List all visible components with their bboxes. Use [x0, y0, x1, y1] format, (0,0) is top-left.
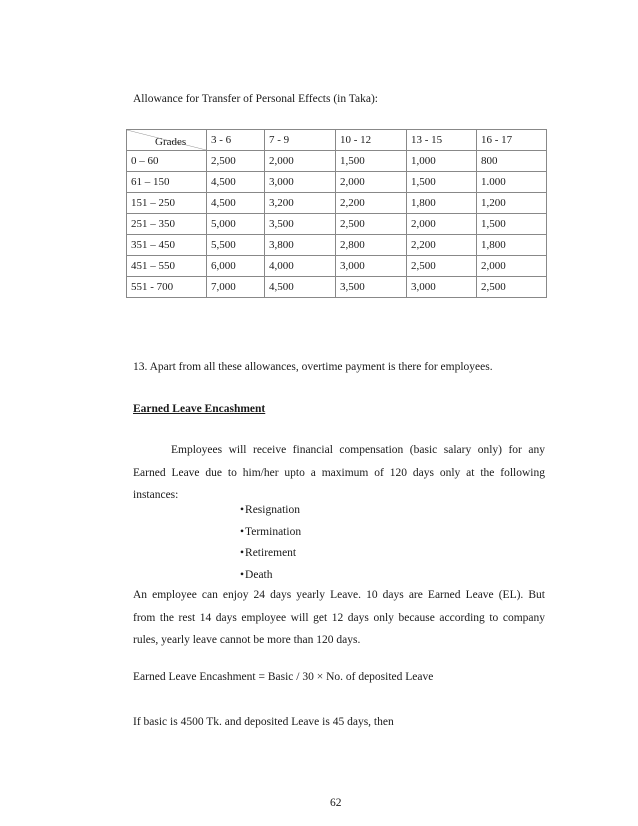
list-item	[240, 522, 301, 544]
amount-cell: 3,000	[265, 172, 336, 193]
distance-cell: 451 – 550	[127, 256, 207, 277]
amount-cell: 5,000	[207, 214, 265, 235]
amount-cell: 4,500	[207, 172, 265, 193]
table-row	[127, 151, 547, 172]
list-item	[240, 500, 301, 522]
encashment-paragraph	[133, 439, 545, 507]
amount-cell: 2,500	[207, 151, 265, 172]
amount-cell: 1,200	[477, 193, 547, 214]
table-row	[127, 235, 547, 256]
distance-cell: 351 – 450	[127, 235, 207, 256]
distance-cell: 151 – 250	[127, 193, 207, 214]
amount-cell: 2,000	[407, 214, 477, 235]
grade-header: 3 - 6	[207, 130, 265, 151]
leave-paragraph	[133, 584, 545, 652]
grade-header: 7 - 9	[265, 130, 336, 151]
table-row	[127, 256, 547, 277]
amount-cell: 2,500	[407, 256, 477, 277]
grade-header: 16 - 17	[477, 130, 547, 151]
allowance-table	[126, 129, 547, 298]
amount-cell: 1,500	[407, 172, 477, 193]
amount-cell: 2,500	[336, 214, 407, 235]
amount-cell: 3,500	[336, 277, 407, 298]
amount-cell: 1,800	[477, 235, 547, 256]
distance-cell: 0 – 60	[127, 151, 207, 172]
encashment-formula: Earned Leave Encashment = Basic / 30 × No. of deposited Leave	[133, 671, 434, 683]
amount-cell: 1,000	[407, 151, 477, 172]
amount-cell: 3,000	[407, 277, 477, 298]
amount-cell: 4,000	[265, 256, 336, 277]
distance-cell: 61 – 150	[127, 172, 207, 193]
amount-cell: 2,000	[477, 256, 547, 277]
item-13-text: 13. Apart from all these allowances, overtime payment is there for employees.	[133, 361, 493, 373]
amount-cell: 2,500	[477, 277, 547, 298]
amount-cell: 3,500	[265, 214, 336, 235]
list-item	[240, 565, 301, 587]
paragraph-line: instances:	[133, 489, 179, 501]
list-item-label: Death	[245, 568, 273, 581]
amount-cell: 800	[477, 151, 547, 172]
grade-header: 13 - 15	[407, 130, 477, 151]
distance-cell: 251 – 350	[127, 214, 207, 235]
amount-cell: 4,500	[207, 193, 265, 214]
amount-cell: 2,800	[336, 235, 407, 256]
list-item-label: Retirement	[245, 547, 297, 559]
amount-cell: 3,800	[265, 235, 336, 256]
instances-list	[240, 500, 301, 586]
list-item-label: Termination	[245, 525, 302, 538]
table-row	[127, 214, 547, 235]
paragraph-line: rules, yearly leave cannot be more than 120 days.	[133, 634, 361, 646]
section-title: Earned Leave Encashment	[133, 403, 266, 415]
amount-cell: 7,000	[207, 277, 265, 298]
amount-cell: 1.000	[477, 172, 547, 193]
amount-cell: 1,500	[477, 214, 547, 235]
bullet-icon: •	[240, 504, 245, 516]
amount-cell: 6,000	[207, 256, 265, 277]
bullet-icon: •	[240, 547, 245, 559]
amount-cell: 1,500	[336, 151, 407, 172]
table-header-row	[127, 130, 547, 151]
table-heading: Allowance for Transfer of Personal Effects (in Taka):	[133, 93, 378, 105]
list-item-label: Resignation	[245, 504, 300, 516]
grade-header: 10 - 12	[336, 130, 407, 151]
table-row	[127, 277, 547, 298]
amount-cell: 3,000	[336, 256, 407, 277]
amount-cell: 2,000	[265, 151, 336, 172]
amount-cell: 1,800	[407, 193, 477, 214]
page-number: 62	[330, 797, 342, 809]
corner-grades-label: Grades	[155, 136, 187, 148]
amount-cell: 3,200	[265, 193, 336, 214]
paragraph-line: Employees will receive financial compensation (basic salary only) for any	[171, 444, 545, 456]
table-row	[127, 172, 547, 193]
paragraph-line: An employee can enjoy 24 days yearly Leave. 10 days are Earned Leave (EL). But	[133, 589, 545, 601]
amount-cell: 4,500	[265, 277, 336, 298]
paragraph-line: Earned Leave due to him/her upto a maximum of 120 days only at the following	[133, 466, 545, 479]
example-text: If basic is 4500 Tk. and deposited Leave is 45 days, then	[133, 716, 394, 728]
list-item	[240, 543, 301, 565]
table-row	[127, 193, 547, 214]
amount-cell: 2,000	[336, 172, 407, 193]
amount-cell: 5,500	[207, 235, 265, 256]
bullet-icon: •	[240, 525, 245, 538]
paragraph-line: from the rest 14 days employee will get 12 days only because according to company	[133, 611, 545, 624]
amount-cell: 2,200	[336, 193, 407, 214]
bullet-icon: •	[240, 568, 245, 581]
amount-cell: 2,200	[407, 235, 477, 256]
distance-cell: 551 - 700	[127, 277, 207, 298]
corner-cell	[127, 130, 207, 151]
